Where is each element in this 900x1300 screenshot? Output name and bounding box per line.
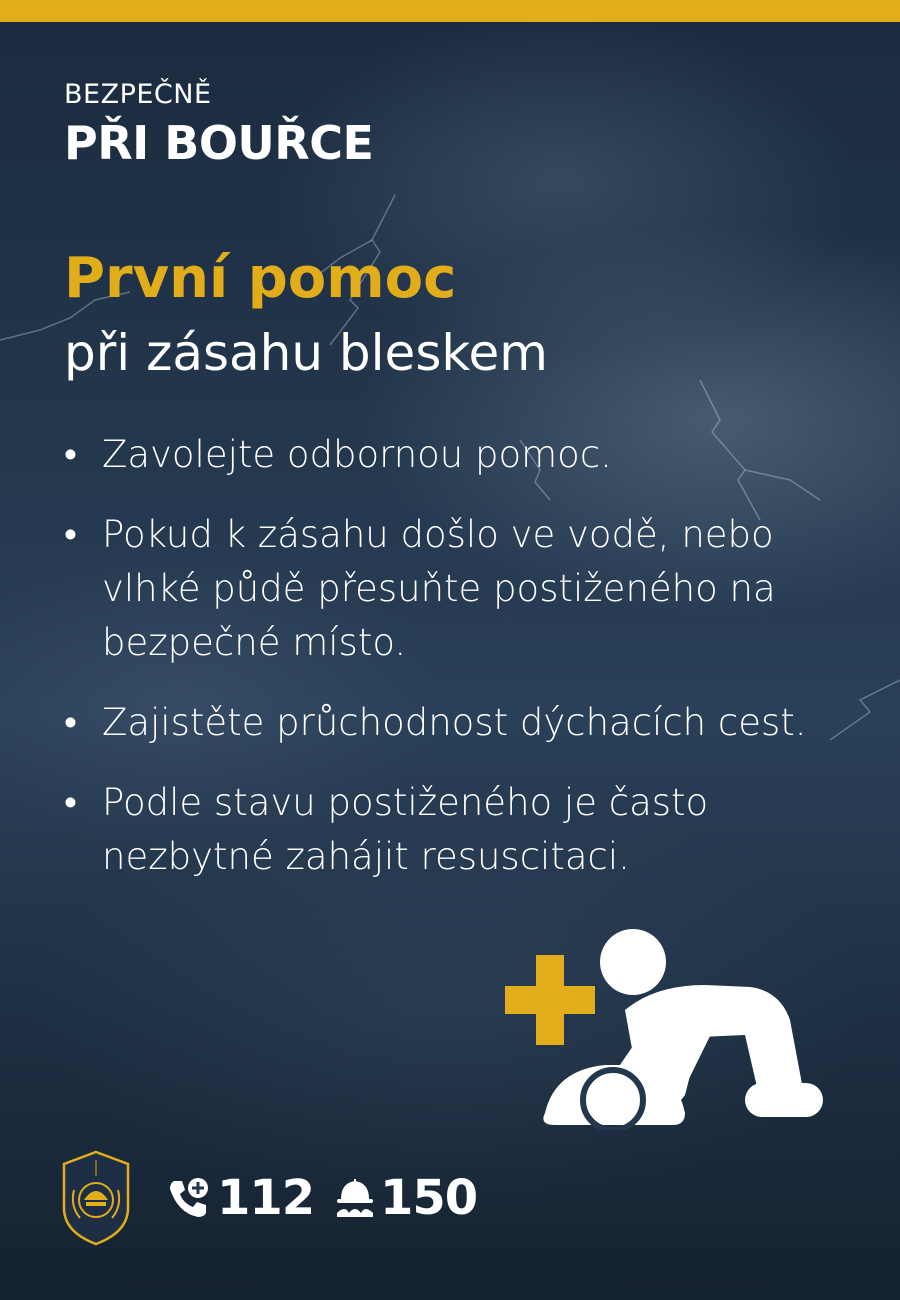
instructions-list	[64, 428, 864, 910]
firefighter-helmet-icon	[335, 1177, 375, 1219]
cpr-icon	[535, 925, 825, 1130]
series-title: PŘI BOUŘCE	[64, 116, 374, 170]
bullet-dot-icon: •	[64, 433, 77, 476]
emergency-number: 112	[217, 1170, 315, 1226]
list-item-text: Pokud k zásahu došlo ve vodě, nebo vlhké půdě přesuňte postiženého na bezpečné místo.	[102, 513, 776, 664]
bullet-dot-icon: •	[64, 513, 77, 556]
bullet-dot-icon: •	[64, 781, 77, 824]
list-item-text: Zajistěte průchodnost dýchacích cest.	[102, 701, 807, 744]
list-item	[64, 428, 864, 482]
bullet-dot-icon: •	[64, 701, 77, 744]
page-subtitle: při zásahu bleskem	[64, 324, 549, 382]
list-item-text: Zavolejte odbornou pomoc.	[102, 433, 612, 476]
phone-plus-icon	[168, 1177, 210, 1219]
list-item	[64, 696, 864, 750]
series-kicker: BEZPEČNĚ	[64, 79, 212, 110]
list-item	[64, 508, 864, 670]
fire-brigade-emblem-icon	[60, 1150, 132, 1246]
list-item	[64, 776, 864, 884]
page-title: První pomoc	[64, 246, 457, 311]
list-item-text: Podle stavu postiženého je často nezbytné zahájit resuscitaci.	[102, 781, 709, 878]
fire-number: 150	[380, 1170, 478, 1226]
